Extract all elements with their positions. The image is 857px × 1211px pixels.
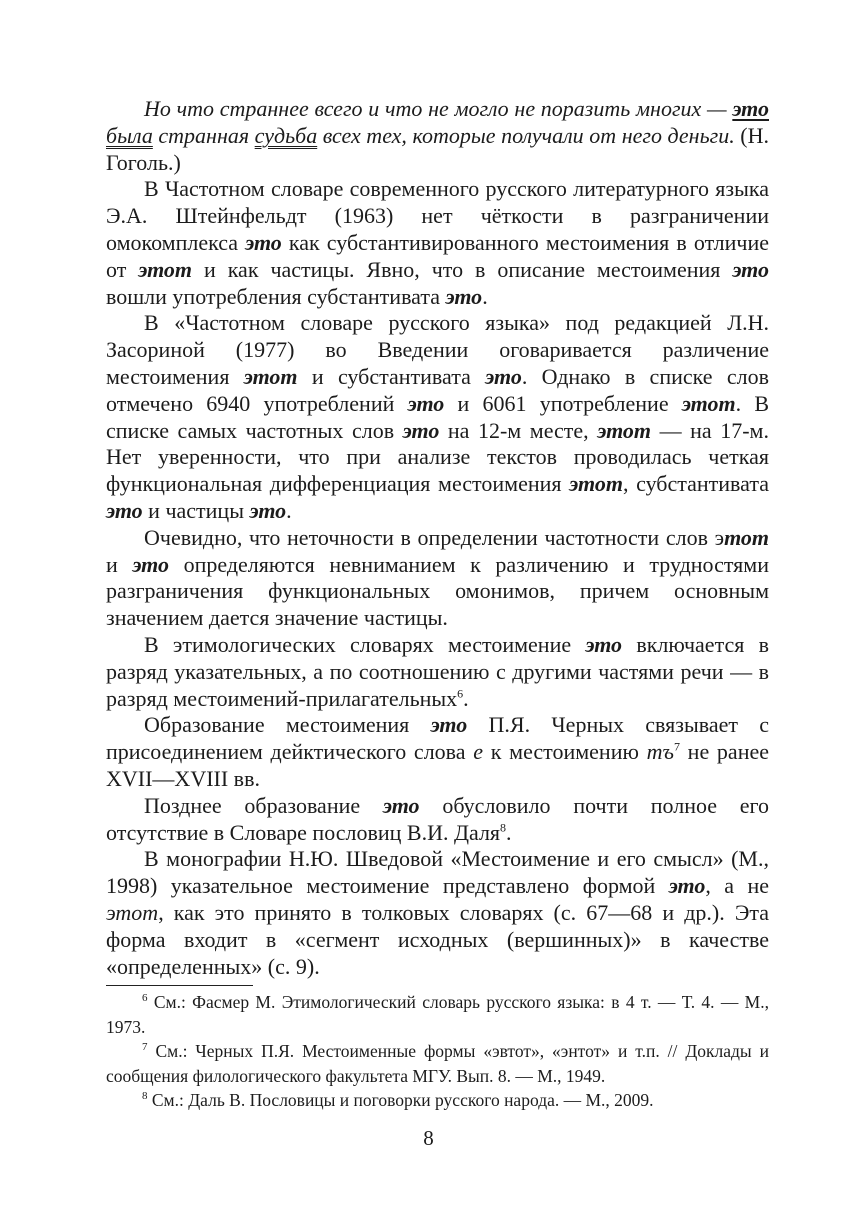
term-t: тъ xyxy=(646,739,674,765)
footnote-ref[interactable]: 8 xyxy=(500,820,507,835)
term-etot: этот xyxy=(569,471,623,497)
text-run: П.Я. Черных связывает с присоединением дейктического слова xyxy=(106,712,770,765)
text-run: и 6061 употребление xyxy=(444,390,682,416)
text-run: Образование местоимения xyxy=(144,712,431,738)
text-run: — на 17-м. Нет уверенности, что при анализе текстов проводилась четкая функциональная дифференциация местоимения xyxy=(106,417,769,497)
term-etot: этот xyxy=(681,390,736,416)
quote-predicate-byla: была xyxy=(106,122,153,148)
text-run: . xyxy=(286,497,292,523)
term-eto: это xyxy=(732,256,769,282)
term-eto: это xyxy=(382,792,420,818)
text-run: В монографии Н.Ю. Шведовой «Местоимение и его смысл» (М., 1998) указательное местоимение представлено формой xyxy=(106,846,769,899)
term-eto: это xyxy=(106,497,143,523)
footnote-6 xyxy=(106,990,769,1039)
footnote-text: См.: Фасмер М. Этимологический словарь русского языка: в 4 т. — Т. 4. — М., 1973. xyxy=(106,992,769,1037)
text-run: обусловило почти полное его отсутствие в Словаре пословиц В.И. Даля xyxy=(106,792,769,845)
text-run: , субстантивата xyxy=(622,471,769,497)
text-run: на 12-м месте, xyxy=(439,417,598,443)
text-run: В «Частотном словаре русского языка» под редакцией Л.Н. Засориной (1977) во Введении оговаривается различение местоимения xyxy=(106,310,769,389)
paragraph-2 xyxy=(106,310,769,524)
text-run: В Частотном словаре современного русского литературного языка Э.А. Штейнфельдт (1963) нет чёткости в разграничении омокомплекса xyxy=(106,176,769,255)
term-e: е xyxy=(473,739,484,765)
footnote-text: См.: Черных П.Я. Местоименные формы «эвтот», «энтот» и т.п. // Доклады и сообщения филологического факультета МГУ. Вып. 8. — М., 1949. xyxy=(106,1041,769,1086)
paragraph-1 xyxy=(106,176,769,310)
quote-subject-eto: это xyxy=(732,96,769,121)
paragraph-6 xyxy=(106,793,769,847)
term-etot: этот xyxy=(138,256,193,282)
footnote-8 xyxy=(106,1088,769,1113)
text-run: . xyxy=(463,685,469,711)
paragraph-3 xyxy=(106,525,769,632)
text-run: включается в разряд указательных, а по соотношению с другими частями речи — в разряд местоимений-прилагательных xyxy=(106,631,769,711)
text-run: . xyxy=(482,283,488,309)
page-number: 8 xyxy=(423,1126,434,1150)
text-run: , как это принято в толковых словарях (с. 67—68 и др.). Эта форма входит в «сегмент исходных (вершинных)» в качестве «определенных» (с. 9). xyxy=(106,899,769,979)
term-eto: это xyxy=(245,229,282,255)
term-eto: это xyxy=(402,417,440,443)
term-eto: это xyxy=(445,283,483,309)
text-run: как субстантивированного местоимения в отличие от xyxy=(106,229,769,282)
term-etot: этот xyxy=(597,417,652,443)
paragraph-5 xyxy=(106,712,769,792)
text-run: . xyxy=(506,819,512,845)
footnote-number: 7 xyxy=(142,1041,148,1054)
paragraph-4 xyxy=(106,632,769,712)
term-eto: это xyxy=(132,551,170,577)
footnote-number: 8 xyxy=(142,1090,148,1103)
quote-author: (Н. Гоголь.) xyxy=(106,122,769,175)
text-run: Очевидно, что неточности в определении частотности слов э xyxy=(144,524,725,550)
term-eto: это xyxy=(485,363,522,389)
paragraph-7 xyxy=(106,846,769,980)
term-etot: этот xyxy=(106,899,159,925)
term-eto: это xyxy=(668,873,706,899)
text-run: . В списке самых частотных слов xyxy=(106,390,769,443)
text-run: . Однако в списке слов отмечено 6940 употреблений xyxy=(106,363,769,416)
text-run: и частицы xyxy=(142,497,250,523)
text-run: к местоимению xyxy=(483,739,647,765)
footnote-ref[interactable]: 6 xyxy=(457,686,464,701)
quote-lead: Но что страннее всего и что не могло не поразить многих — xyxy=(144,96,733,121)
quote-predicate-sudba: судьба xyxy=(254,122,318,148)
text-run: Позднее образование xyxy=(144,792,383,818)
term-eto: это xyxy=(430,712,468,738)
footnote-divider xyxy=(106,985,253,986)
term-eto: это xyxy=(407,390,445,416)
footnote-ref[interactable]: 7 xyxy=(673,739,680,754)
term-eto: это xyxy=(585,631,623,657)
term-eto: это xyxy=(249,497,287,523)
quote-mid: странная xyxy=(152,122,255,148)
footnote-text: См.: Даль В. Пословицы и поговорки русского народа. — М., 2009. xyxy=(147,1090,654,1110)
footnote-number: 6 xyxy=(142,992,148,1005)
footnotes xyxy=(106,990,769,1113)
epigraph-quote xyxy=(106,96,769,176)
text-run: В этимологических словарях местоимение xyxy=(144,631,586,657)
text-run: , а не xyxy=(705,873,769,899)
text-run: и xyxy=(106,551,133,577)
quote-tail: всех тех, которые получали от него деньги. xyxy=(317,122,735,148)
text-run: не ранее XVII—XVIII вв. xyxy=(106,739,769,791)
text-run: и как частицы. Явно, что в описание местоимения xyxy=(192,256,733,282)
body-text xyxy=(106,96,769,980)
term-etot: этот xyxy=(243,363,298,389)
text-run: определяются невниманием к различению и трудностями разграничения функциональных омонимов, причем основным значением дается значение частицы. xyxy=(106,551,769,631)
footnote-7 xyxy=(106,1039,769,1088)
term-etot-fragment: тот xyxy=(724,524,769,550)
text-run: вошли употребления субстантивата xyxy=(106,283,446,309)
text-run: и субстантивата xyxy=(297,363,486,389)
